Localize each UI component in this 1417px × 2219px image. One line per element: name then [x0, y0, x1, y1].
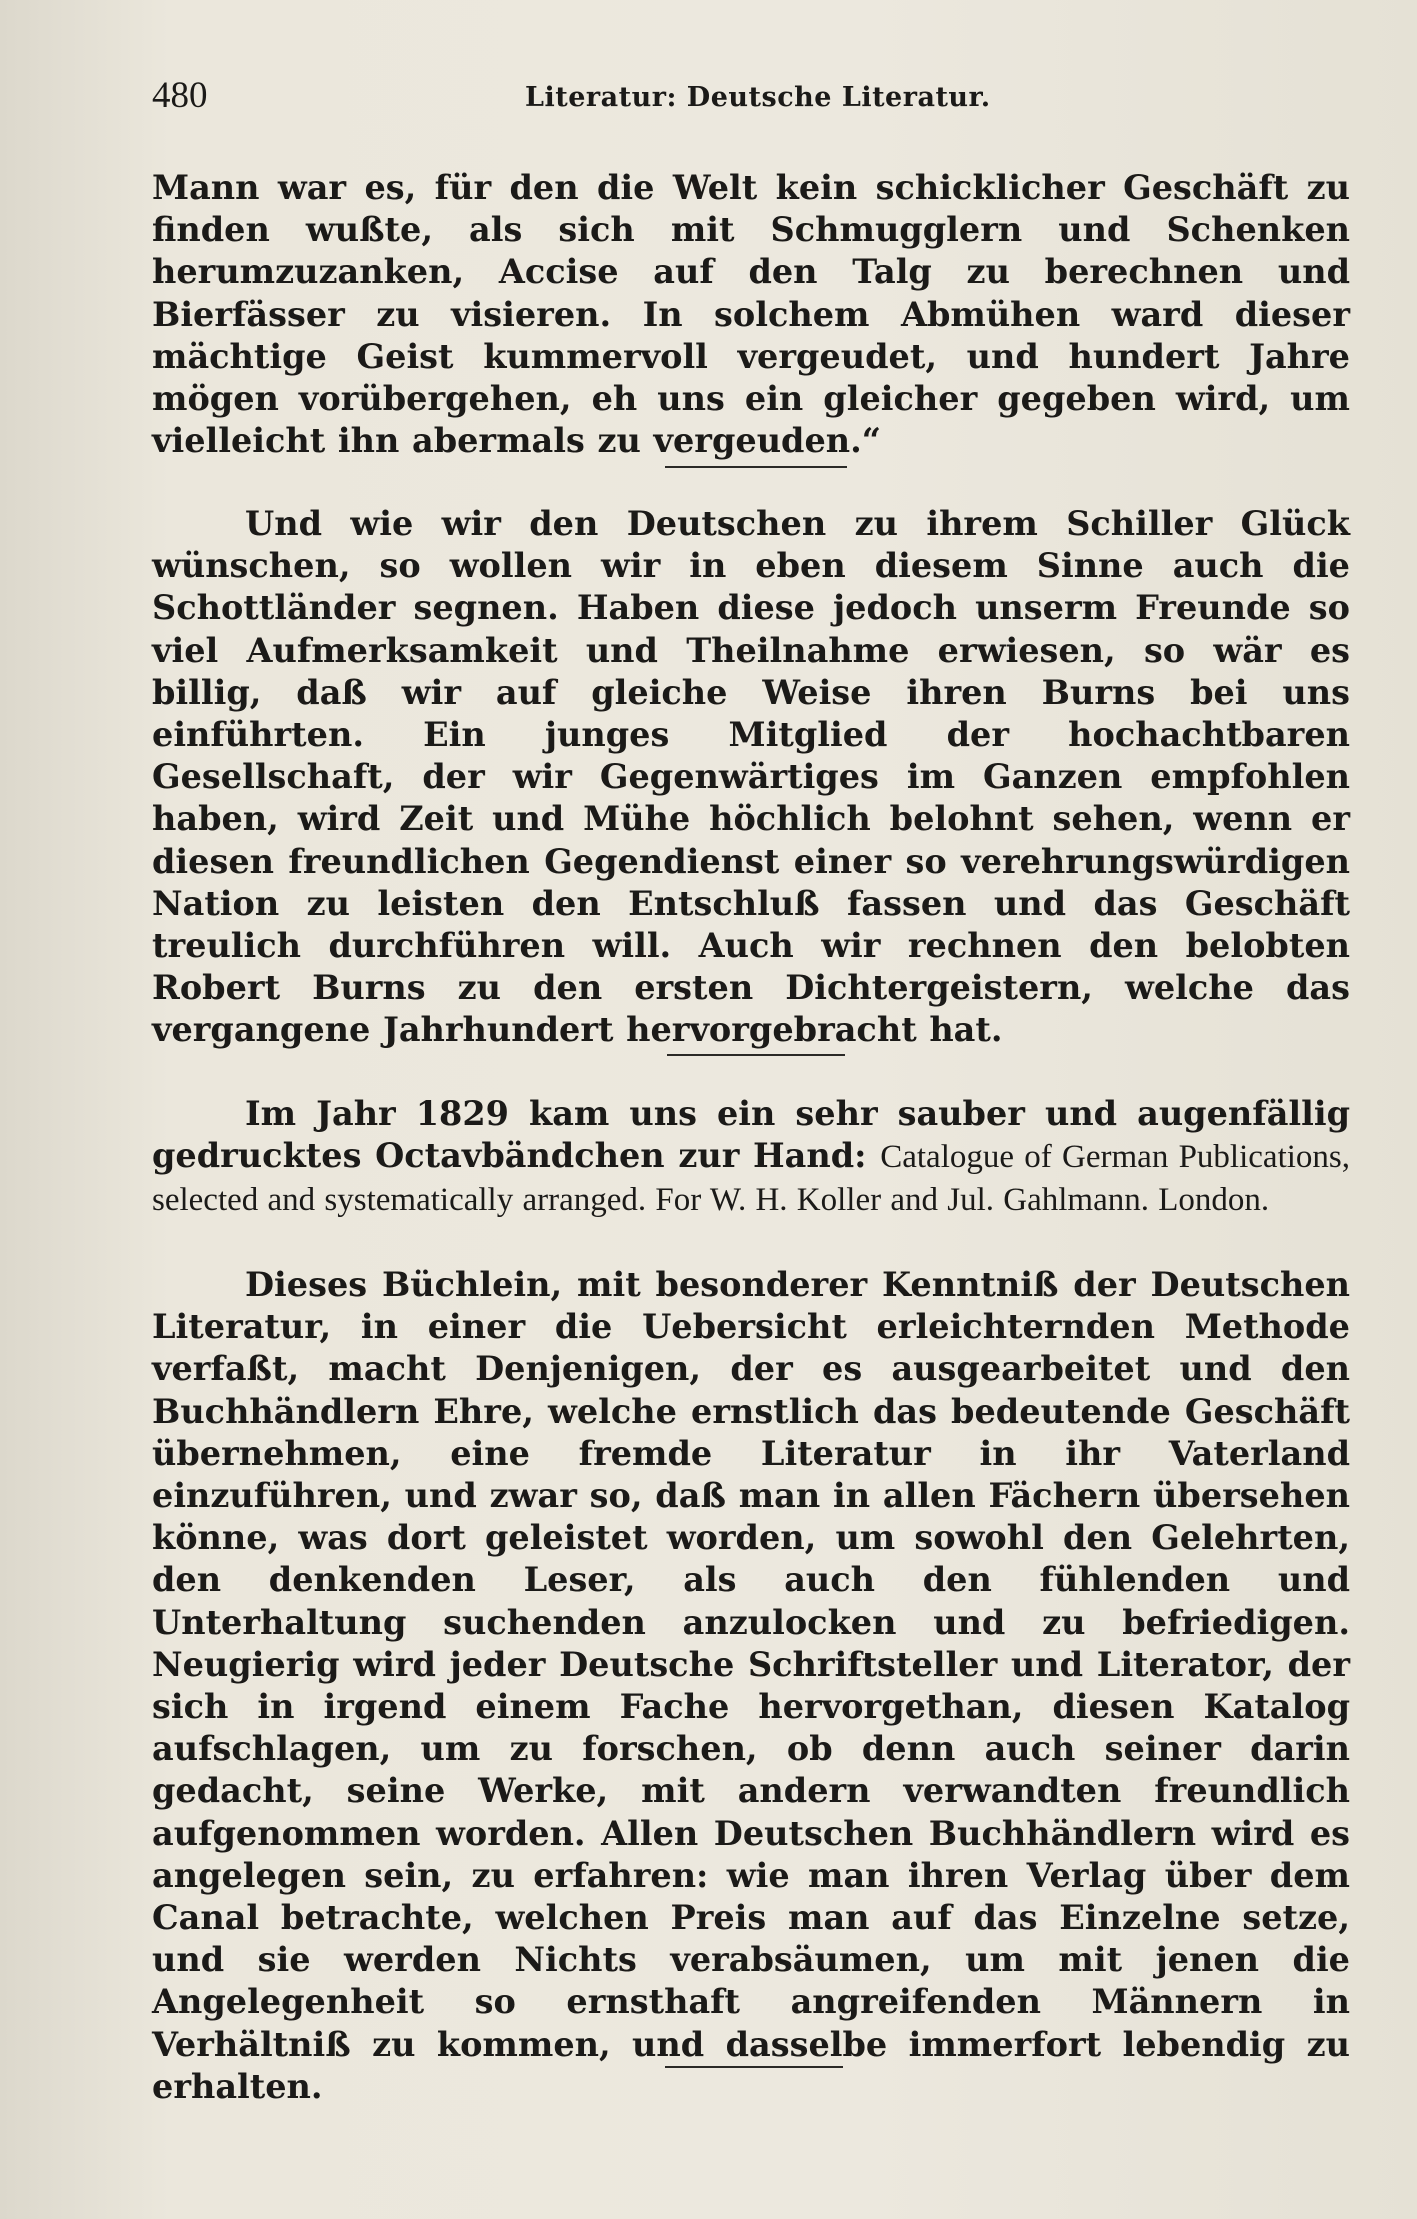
paragraph-4-text: Dieses Büchlein, mit besonderer Kenntniß der Deutschen Literatur, in einer die Uebersicht erleichternden Methode verfaßt, macht Denjenigen, der es ausgearbeitet und den Buchhändlern Ehre, welche ernstlich das bedeutende Geschäft übernehmen, eine fremde Literatur in ihr Vaterland einzuführen, und zwar so, daß man in allen Fächern übersehen könne, was dort geleistet worden, um sowohl den Gelehrten, den denkenden Leser, als auch den fühlenden und Unterhaltung suchenden anzulocken und zu befriedigen. Neugierig wird jeder Deutsche Schriftsteller und Literator, der sich in irgend einem Fache hervorgethan, diesen Katalog aufschlagen, um zu forschen, ob denn auch seiner darin gedacht, seine Werke, mit andern verwandten freundlich aufgenommen worden. Allen Deutschen Buchhändlern wird es angelegen sein, zu erfahren: wie man ihren Verlag über dem Canal betrachte, welchen Preis man auf das Einzelne setze, und sie werden Nichts verabsäumen, um mit jenen die Angelegenheit so ernsthaft angreifenden Männern in Verhältniß zu kommen, und dasselbe immerfort lebendig zu erhalten. — [152, 1265, 1350, 2106]
section-divider-1 — [665, 466, 847, 468]
section-divider-2 — [667, 1054, 845, 1056]
section-divider-3 — [665, 2066, 843, 2068]
paragraph-3 — [152, 1093, 1350, 1222]
paragraph-3-fraktur: Im Jahr 1829 kam uns ein sehr sauber und augenfällig gedrucktes Octavbändchen zur Hand: — [152, 1094, 1350, 1176]
page-header — [150, 76, 1350, 136]
paragraph-2 — [152, 503, 1350, 1052]
paragraph-3-text — [152, 1093, 1350, 1222]
paragraph-1 — [152, 167, 1350, 462]
paragraph-4 — [152, 1264, 1350, 2108]
running-head: Literatur: Deutsche Literatur. — [525, 82, 991, 113]
page-number: 480 — [152, 75, 208, 116]
paragraph-1-text: Mann war es, für den die Welt kein schicklicher Geschäft zu finden wußte, als sich mit Schmugglern und Schenken herumzuzanken, Accise auf den Talg zu berechnen und Bierfässer zu visieren. In solchem Abmühen ward dieser mächtige Geist kummervoll vergeudet, und hundert Jahre mögen vorübergehen, eh uns ein gleicher gegeben wird, um vielleicht ihn abermals zu vergeuden.“ — [152, 168, 1350, 461]
paragraph-2-text: Und wie wir den Deutschen zu ihrem Schiller Glück wünschen, so wollen wir in eben diesem Sinne auch die Schottländer segnen. Haben diese jedoch unserm Freunde so viel Aufmerksamkeit und Theilnahme erwiesen, so wär es billig, daß wir auf gleiche Weise ihren Burns bei uns einführten. Ein junges Mitglied der hochachtbaren Gesellschaft, der wir Gegenwärtiges im Ganzen empfohlen haben, wird Zeit und Mühe höchlich belohnt sehen, wenn er diesen freundlichen Gegendienst einer so verehrungswürdigen Nation zu leisten den Entschluß fassen und das Geschäft treulich durchführen will. Auch wir rechnen den belobten Robert Burns zu den ersten Dichtergeistern, welche das vergangene Jahrhundert hervorgebracht hat. — [152, 504, 1350, 1050]
catalogue-title: Catalogue of German Publications, selected and systematically arranged. For W. H. Koller and Jul. Gahlmann. London. — [152, 1139, 1350, 1219]
